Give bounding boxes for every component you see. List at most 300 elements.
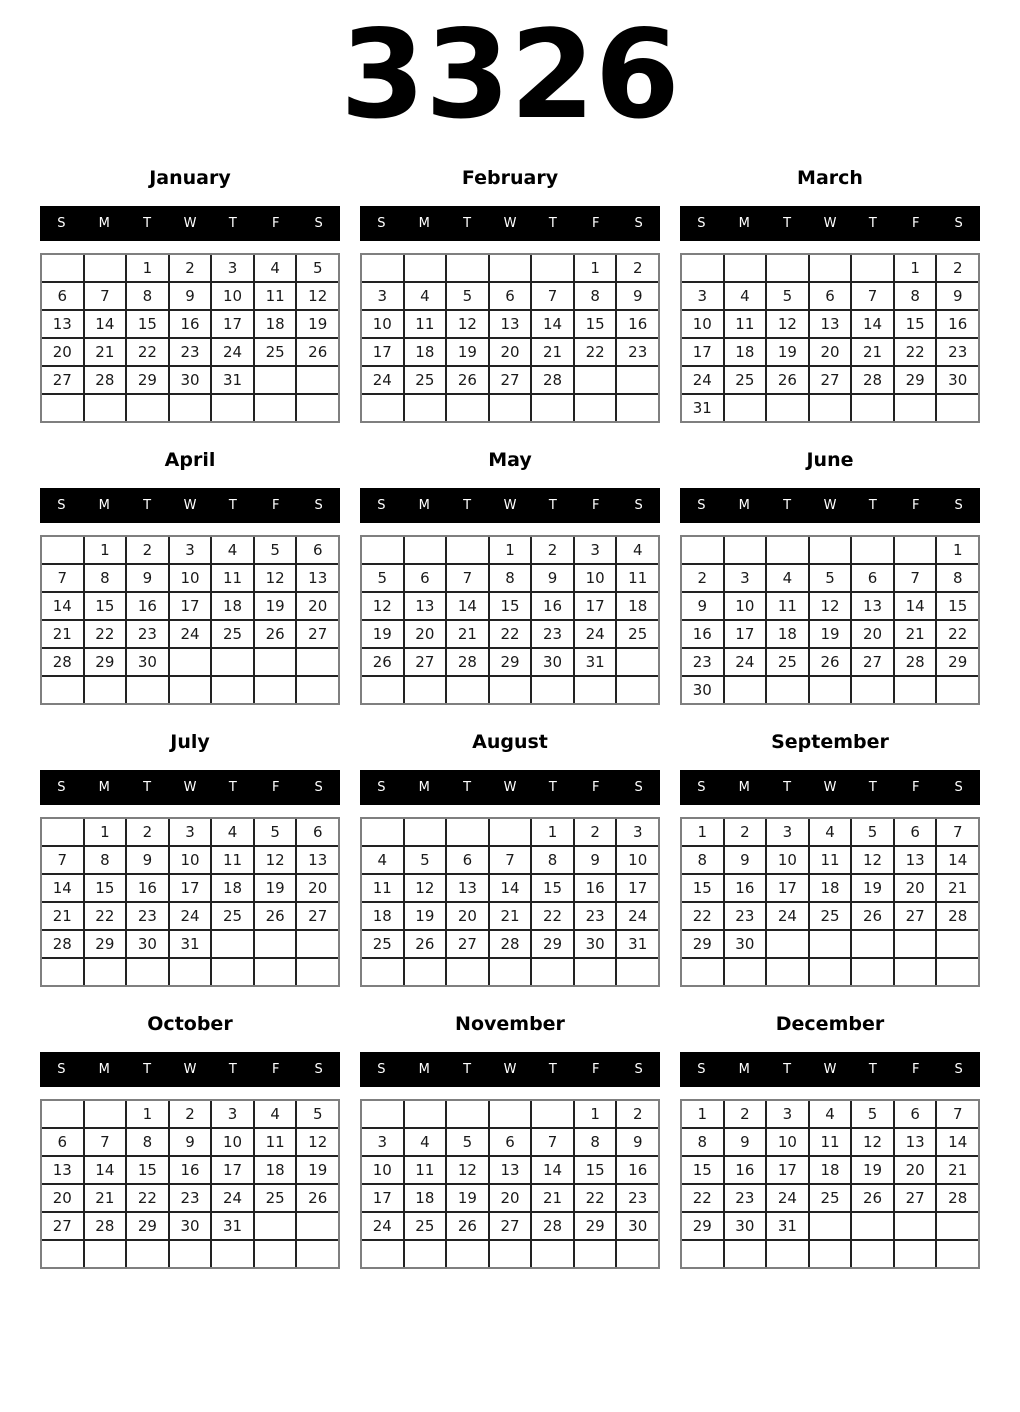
header-grid-gap — [680, 1087, 980, 1099]
empty-day-cell — [362, 959, 403, 985]
day-cell: 25 — [255, 339, 296, 365]
day-cell: 10 — [767, 847, 808, 873]
day-cell: 19 — [852, 875, 893, 901]
weekday-header: W — [183, 216, 197, 231]
day-cell: 20 — [852, 621, 893, 647]
empty-day-cell — [255, 931, 296, 957]
day-cell: 4 — [405, 283, 446, 309]
empty-day-cell — [852, 537, 893, 563]
weekday-header: T — [783, 1062, 792, 1077]
month-block — [680, 996, 980, 1269]
day-cell: 8 — [85, 847, 126, 873]
day-cell: 20 — [490, 1185, 531, 1211]
day-cell: 17 — [767, 1157, 808, 1183]
empty-day-cell — [617, 959, 658, 985]
empty-day-cell — [405, 537, 446, 563]
empty-day-cell — [895, 1213, 936, 1239]
day-cell: 3 — [170, 537, 211, 563]
day-cell: 22 — [85, 621, 126, 647]
weekday-header: M — [738, 780, 750, 795]
empty-day-cell — [362, 537, 403, 563]
weekday-header-row — [680, 206, 980, 241]
day-cell: 13 — [490, 1157, 531, 1183]
weekday-header: W — [823, 1062, 837, 1077]
month-block — [360, 714, 660, 987]
weekday-header-row — [360, 488, 660, 523]
weekday-header: S — [314, 216, 323, 231]
empty-day-cell — [490, 959, 531, 985]
weekday-header: F — [591, 216, 600, 231]
empty-day-cell — [255, 959, 296, 985]
day-cell: 13 — [810, 311, 851, 337]
month-block — [360, 996, 660, 1269]
empty-day-cell — [767, 931, 808, 957]
day-cell: 16 — [575, 875, 616, 901]
day-cell: 28 — [42, 649, 83, 675]
month-days-grid — [40, 817, 340, 987]
month-days-grid — [680, 535, 980, 705]
day-cell: 23 — [532, 621, 573, 647]
month-days-grid — [680, 253, 980, 423]
day-cell: 16 — [725, 1157, 766, 1183]
weekday-header: S — [377, 498, 386, 513]
day-cell: 1 — [682, 1101, 723, 1127]
empty-day-cell — [127, 395, 168, 421]
day-cell: 17 — [212, 311, 253, 337]
day-cell: 29 — [85, 931, 126, 957]
day-cell: 12 — [852, 847, 893, 873]
empty-day-cell — [297, 1241, 338, 1267]
day-cell: 12 — [362, 593, 403, 619]
empty-day-cell — [532, 677, 573, 703]
day-cell: 20 — [810, 339, 851, 365]
day-cell: 21 — [447, 621, 488, 647]
day-cell: 17 — [682, 339, 723, 365]
header-grid-gap — [680, 523, 980, 535]
day-cell: 11 — [617, 565, 658, 591]
month-days-grid — [360, 253, 660, 423]
month-block — [360, 432, 660, 705]
day-cell: 24 — [212, 1185, 253, 1211]
day-cell: 7 — [85, 1129, 126, 1155]
day-cell: 30 — [682, 677, 723, 703]
empty-day-cell — [405, 395, 446, 421]
day-cell: 25 — [810, 903, 851, 929]
month-days-grid — [40, 1099, 340, 1269]
day-cell: 8 — [532, 847, 573, 873]
day-cell: 11 — [405, 1157, 446, 1183]
day-cell: 3 — [725, 565, 766, 591]
day-cell: 12 — [297, 283, 338, 309]
day-cell: 11 — [255, 283, 296, 309]
day-cell: 6 — [447, 847, 488, 873]
header-grid-gap — [680, 241, 980, 253]
empty-day-cell — [170, 649, 211, 675]
weekday-header: T — [783, 498, 792, 513]
weekday-header: M — [98, 780, 110, 795]
day-cell: 11 — [255, 1129, 296, 1155]
weekday-header: S — [377, 216, 386, 231]
day-cell: 20 — [895, 875, 936, 901]
day-cell: 6 — [490, 283, 531, 309]
day-cell: 20 — [895, 1157, 936, 1183]
day-cell: 10 — [682, 311, 723, 337]
day-cell: 26 — [447, 1213, 488, 1239]
empty-day-cell — [575, 395, 616, 421]
day-cell: 10 — [212, 1129, 253, 1155]
day-cell: 13 — [490, 311, 531, 337]
empty-day-cell — [725, 537, 766, 563]
day-cell: 8 — [937, 565, 978, 591]
day-cell: 26 — [810, 649, 851, 675]
empty-day-cell — [895, 959, 936, 985]
empty-day-cell — [895, 931, 936, 957]
day-cell: 15 — [490, 593, 531, 619]
weekday-header: W — [183, 780, 197, 795]
day-cell: 29 — [127, 367, 168, 393]
empty-day-cell — [405, 1101, 446, 1127]
weekday-header: T — [783, 780, 792, 795]
day-cell: 14 — [42, 593, 83, 619]
empty-day-cell — [212, 677, 253, 703]
day-cell: 1 — [575, 255, 616, 281]
day-cell: 9 — [575, 847, 616, 873]
day-cell: 11 — [810, 1129, 851, 1155]
empty-day-cell — [255, 677, 296, 703]
day-cell: 24 — [617, 903, 658, 929]
day-cell: 12 — [852, 1129, 893, 1155]
empty-day-cell — [532, 395, 573, 421]
empty-day-cell — [85, 959, 126, 985]
day-cell: 20 — [42, 339, 83, 365]
day-cell: 14 — [852, 311, 893, 337]
day-cell: 3 — [170, 819, 211, 845]
day-cell: 1 — [490, 537, 531, 563]
empty-day-cell — [490, 1241, 531, 1267]
day-cell: 23 — [937, 339, 978, 365]
month-title: July — [170, 731, 210, 753]
day-cell: 10 — [725, 593, 766, 619]
day-cell: 13 — [297, 565, 338, 591]
weekday-header: F — [271, 216, 280, 231]
empty-day-cell — [490, 819, 531, 845]
day-cell: 9 — [617, 1129, 658, 1155]
day-cell: 4 — [362, 847, 403, 873]
day-cell: 9 — [127, 565, 168, 591]
day-cell: 30 — [617, 1213, 658, 1239]
weekday-header: T — [228, 498, 237, 513]
day-cell: 26 — [852, 1185, 893, 1211]
empty-day-cell — [767, 255, 808, 281]
empty-day-cell — [767, 395, 808, 421]
day-cell: 3 — [682, 283, 723, 309]
day-cell: 7 — [937, 819, 978, 845]
empty-day-cell — [852, 395, 893, 421]
day-cell: 24 — [212, 339, 253, 365]
day-cell: 2 — [170, 255, 211, 281]
day-cell: 1 — [127, 255, 168, 281]
day-cell: 16 — [127, 593, 168, 619]
day-cell: 21 — [532, 1185, 573, 1211]
day-cell: 30 — [170, 1213, 211, 1239]
header-grid-gap — [360, 805, 660, 817]
day-cell: 30 — [127, 649, 168, 675]
day-cell: 1 — [85, 819, 126, 845]
month-days-grid — [680, 1099, 980, 1269]
day-cell: 14 — [532, 311, 573, 337]
weekday-header-row — [360, 770, 660, 805]
weekday-header: S — [954, 780, 963, 795]
month-block — [680, 150, 980, 423]
day-cell: 11 — [767, 593, 808, 619]
day-cell: 31 — [682, 395, 723, 421]
weekday-header: M — [98, 216, 110, 231]
empty-day-cell — [937, 959, 978, 985]
empty-day-cell — [447, 819, 488, 845]
weekday-header: W — [823, 216, 837, 231]
day-cell: 21 — [85, 339, 126, 365]
day-cell: 26 — [767, 367, 808, 393]
day-cell: 1 — [575, 1101, 616, 1127]
empty-day-cell — [42, 395, 83, 421]
day-cell: 13 — [297, 847, 338, 873]
day-cell: 24 — [575, 621, 616, 647]
day-cell: 2 — [532, 537, 573, 563]
day-cell: 6 — [297, 537, 338, 563]
empty-day-cell — [532, 959, 573, 985]
empty-day-cell — [212, 931, 253, 957]
day-cell: 7 — [532, 1129, 573, 1155]
day-cell: 30 — [725, 931, 766, 957]
day-cell: 2 — [725, 819, 766, 845]
month-title: June — [806, 449, 854, 471]
day-cell: 12 — [255, 565, 296, 591]
empty-day-cell — [810, 395, 851, 421]
day-cell: 1 — [127, 1101, 168, 1127]
day-cell: 7 — [85, 283, 126, 309]
empty-day-cell — [405, 959, 446, 985]
day-cell: 18 — [617, 593, 658, 619]
day-cell: 9 — [725, 847, 766, 873]
weekday-header: T — [548, 498, 557, 513]
day-cell: 20 — [297, 593, 338, 619]
day-cell: 24 — [362, 367, 403, 393]
weekday-header: T — [868, 498, 877, 513]
day-cell: 2 — [127, 537, 168, 563]
weekday-header: M — [98, 498, 110, 513]
day-cell: 28 — [85, 367, 126, 393]
empty-day-cell — [725, 677, 766, 703]
day-cell: 18 — [362, 903, 403, 929]
empty-day-cell — [852, 255, 893, 281]
day-cell: 12 — [405, 875, 446, 901]
weekday-header: T — [783, 216, 792, 231]
empty-day-cell — [617, 677, 658, 703]
day-cell: 16 — [937, 311, 978, 337]
day-cell: 15 — [127, 311, 168, 337]
day-cell: 5 — [810, 565, 851, 591]
day-cell: 27 — [297, 903, 338, 929]
weekday-header: F — [911, 1062, 920, 1077]
empty-day-cell — [725, 255, 766, 281]
empty-day-cell — [170, 395, 211, 421]
empty-day-cell — [937, 1213, 978, 1239]
day-cell: 24 — [682, 367, 723, 393]
weekday-header: T — [463, 1062, 472, 1077]
day-cell: 19 — [447, 339, 488, 365]
day-cell: 27 — [405, 649, 446, 675]
day-cell: 30 — [532, 649, 573, 675]
weekday-header-row — [360, 206, 660, 241]
day-cell: 30 — [127, 931, 168, 957]
header-grid-gap — [40, 1087, 340, 1099]
day-cell: 31 — [767, 1213, 808, 1239]
day-cell: 23 — [617, 339, 658, 365]
empty-day-cell — [85, 677, 126, 703]
day-cell: 31 — [575, 649, 616, 675]
empty-day-cell — [85, 255, 126, 281]
day-cell: 22 — [682, 1185, 723, 1211]
day-cell: 19 — [852, 1157, 893, 1183]
day-cell: 12 — [447, 1157, 488, 1183]
month-days-grid — [40, 535, 340, 705]
day-cell: 21 — [852, 339, 893, 365]
day-cell: 26 — [297, 339, 338, 365]
day-cell: 6 — [42, 1129, 83, 1155]
weekday-header: S — [314, 780, 323, 795]
day-cell: 31 — [170, 931, 211, 957]
empty-day-cell — [895, 677, 936, 703]
day-cell: 7 — [447, 565, 488, 591]
day-cell: 28 — [490, 931, 531, 957]
day-cell: 8 — [895, 283, 936, 309]
day-cell: 29 — [85, 649, 126, 675]
day-cell: 4 — [810, 1101, 851, 1127]
empty-day-cell — [682, 537, 723, 563]
month-block — [40, 714, 340, 987]
day-cell: 5 — [255, 819, 296, 845]
day-cell: 18 — [212, 593, 253, 619]
weekday-header: M — [418, 1062, 430, 1077]
day-cell: 15 — [895, 311, 936, 337]
empty-day-cell — [447, 1101, 488, 1127]
day-cell: 10 — [767, 1129, 808, 1155]
empty-day-cell — [297, 959, 338, 985]
day-cell: 8 — [682, 847, 723, 873]
day-cell: 1 — [532, 819, 573, 845]
day-cell: 6 — [405, 565, 446, 591]
day-cell: 25 — [362, 931, 403, 957]
day-cell: 12 — [810, 593, 851, 619]
day-cell: 8 — [682, 1129, 723, 1155]
day-cell: 28 — [85, 1213, 126, 1239]
empty-day-cell — [767, 537, 808, 563]
day-cell: 1 — [937, 537, 978, 563]
empty-day-cell — [42, 959, 83, 985]
day-cell: 18 — [212, 875, 253, 901]
day-cell: 27 — [895, 903, 936, 929]
empty-day-cell — [85, 395, 126, 421]
empty-day-cell — [212, 959, 253, 985]
day-cell: 12 — [297, 1129, 338, 1155]
day-cell: 29 — [895, 367, 936, 393]
day-cell: 15 — [682, 875, 723, 901]
empty-day-cell — [575, 367, 616, 393]
day-cell: 25 — [725, 367, 766, 393]
empty-day-cell — [297, 367, 338, 393]
month-block — [40, 150, 340, 423]
day-cell: 12 — [767, 311, 808, 337]
day-cell: 13 — [42, 1157, 83, 1183]
day-cell: 15 — [85, 593, 126, 619]
weekday-header: S — [634, 216, 643, 231]
day-cell: 20 — [297, 875, 338, 901]
day-cell: 22 — [490, 621, 531, 647]
weekday-header: T — [143, 1062, 152, 1077]
day-cell: 5 — [447, 1129, 488, 1155]
weekday-header-row — [40, 488, 340, 523]
day-cell: 31 — [617, 931, 658, 957]
day-cell: 6 — [297, 819, 338, 845]
day-cell: 5 — [852, 819, 893, 845]
day-cell: 10 — [362, 311, 403, 337]
empty-day-cell — [810, 1241, 851, 1267]
empty-day-cell — [255, 367, 296, 393]
day-cell: 12 — [255, 847, 296, 873]
empty-day-cell — [42, 1101, 83, 1127]
month-title: September — [771, 731, 889, 753]
day-cell: 28 — [852, 367, 893, 393]
day-cell: 23 — [682, 649, 723, 675]
empty-day-cell — [937, 677, 978, 703]
empty-day-cell — [447, 537, 488, 563]
day-cell: 23 — [617, 1185, 658, 1211]
empty-day-cell — [362, 395, 403, 421]
day-cell: 26 — [255, 621, 296, 647]
empty-day-cell — [575, 1241, 616, 1267]
day-cell: 19 — [362, 621, 403, 647]
empty-day-cell — [405, 1241, 446, 1267]
month-title: October — [147, 1013, 233, 1035]
day-cell: 5 — [767, 283, 808, 309]
empty-day-cell — [255, 395, 296, 421]
empty-day-cell — [895, 537, 936, 563]
day-cell: 17 — [362, 339, 403, 365]
empty-day-cell — [810, 1213, 851, 1239]
day-cell: 19 — [297, 311, 338, 337]
weekday-header: F — [271, 780, 280, 795]
weekday-header-row — [360, 1052, 660, 1087]
day-cell: 3 — [362, 1129, 403, 1155]
day-cell: 1 — [682, 819, 723, 845]
day-cell: 7 — [852, 283, 893, 309]
day-cell: 31 — [212, 367, 253, 393]
day-cell: 29 — [127, 1213, 168, 1239]
day-cell: 23 — [725, 903, 766, 929]
empty-day-cell — [447, 1241, 488, 1267]
day-cell: 24 — [767, 903, 808, 929]
empty-day-cell — [617, 367, 658, 393]
day-cell: 13 — [895, 847, 936, 873]
empty-day-cell — [852, 1213, 893, 1239]
weekday-header: F — [911, 780, 920, 795]
header-grid-gap — [680, 805, 980, 817]
empty-day-cell — [617, 395, 658, 421]
day-cell: 7 — [490, 847, 531, 873]
empty-day-cell — [895, 395, 936, 421]
weekday-header: F — [591, 498, 600, 513]
weekday-header: S — [954, 498, 963, 513]
